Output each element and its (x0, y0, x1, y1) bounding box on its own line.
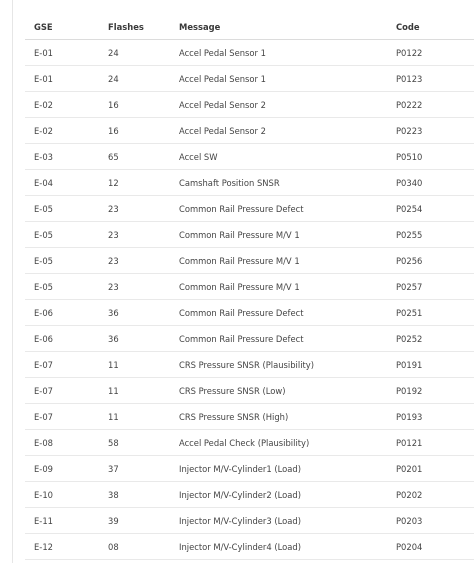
cell-message: Common Rail Pressure Defect (170, 300, 387, 326)
cell-gse: E-02 (25, 92, 99, 118)
cell-code: P0202 (387, 482, 474, 508)
cell-gse: E-04 (25, 170, 99, 196)
cell-message: Injector M/V-Cylinder1 (Load) (170, 456, 387, 482)
cell-gse: E-05 (25, 274, 99, 300)
cell-flashes: 24 (99, 66, 170, 92)
cell-message: Common Rail Pressure Defect (170, 326, 387, 352)
table-row (25, 456, 474, 482)
table-row (25, 144, 474, 170)
cell-flashes: 11 (99, 404, 170, 430)
cell-flashes: 58 (99, 430, 170, 456)
cell-flashes: 39 (99, 508, 170, 534)
cell-code: P0121 (387, 430, 474, 456)
cell-message: Injector M/V-Cylinder3 (Load) (170, 508, 387, 534)
cell-code: P0510 (387, 144, 474, 170)
cell-gse: E-07 (25, 404, 99, 430)
cell-gse: E-07 (25, 378, 99, 404)
cell-gse: E-09 (25, 456, 99, 482)
cell-message: Common Rail Pressure M/V 1 (170, 222, 387, 248)
table-row (25, 430, 474, 456)
cell-code: P0122 (387, 40, 474, 66)
cell-message: Accel Pedal Sensor 2 (170, 118, 387, 144)
cell-gse: E-10 (25, 482, 99, 508)
cell-gse: E-05 (25, 222, 99, 248)
cell-flashes: 36 (99, 300, 170, 326)
cell-code: P0257 (387, 274, 474, 300)
cell-message: CRS Pressure SNSR (Low) (170, 378, 387, 404)
cell-code: P0251 (387, 300, 474, 326)
cell-flashes: 24 (99, 40, 170, 66)
table-row (25, 222, 474, 248)
cell-code: P0191 (387, 352, 474, 378)
cell-flashes: 12 (99, 170, 170, 196)
cell-flashes: 23 (99, 196, 170, 222)
cell-gse: E-12 (25, 534, 99, 560)
cell-code: P0201 (387, 456, 474, 482)
table-row (25, 352, 474, 378)
cell-message: Common Rail Pressure Defect (170, 196, 387, 222)
cell-code: P0193 (387, 404, 474, 430)
header-flashes: Flashes (99, 14, 170, 40)
table-row (25, 248, 474, 274)
table-row (25, 118, 474, 144)
cell-flashes: 23 (99, 248, 170, 274)
table-row (25, 482, 474, 508)
cell-message: Camshaft Position SNSR (170, 170, 387, 196)
table-row (25, 274, 474, 300)
table-row (25, 66, 474, 92)
table-row (25, 326, 474, 352)
cell-code: P0256 (387, 248, 474, 274)
cell-gse: E-06 (25, 300, 99, 326)
cell-gse: E-01 (25, 66, 99, 92)
cell-message: CRS Pressure SNSR (High) (170, 404, 387, 430)
cell-code: P0203 (387, 508, 474, 534)
table-header (25, 14, 474, 40)
table-body (25, 40, 474, 560)
table-row (25, 404, 474, 430)
cell-flashes: 16 (99, 92, 170, 118)
cell-message: CRS Pressure SNSR (Plausibility) (170, 352, 387, 378)
cell-code: P0254 (387, 196, 474, 222)
cell-gse: E-08 (25, 430, 99, 456)
table-row (25, 534, 474, 560)
table-row (25, 92, 474, 118)
cell-gse: E-05 (25, 248, 99, 274)
cell-code: P0204 (387, 534, 474, 560)
cell-flashes: 08 (99, 534, 170, 560)
table-row (25, 196, 474, 222)
cell-gse: E-06 (25, 326, 99, 352)
cell-flashes: 11 (99, 352, 170, 378)
cell-message: Injector M/V-Cylinder2 (Load) (170, 482, 387, 508)
cell-code: P0222 (387, 92, 474, 118)
table-row (25, 378, 474, 404)
cell-code: P0340 (387, 170, 474, 196)
cell-gse: E-01 (25, 40, 99, 66)
cell-gse: E-03 (25, 144, 99, 170)
header-gse: GSE (25, 14, 99, 40)
table-row (25, 508, 474, 534)
left-border-line (12, 0, 13, 563)
cell-code: P0192 (387, 378, 474, 404)
header-message: Message (170, 14, 387, 40)
cell-message: Accel Pedal Sensor 1 (170, 66, 387, 92)
header-row (25, 14, 474, 40)
cell-flashes: 23 (99, 274, 170, 300)
cell-gse: E-05 (25, 196, 99, 222)
cell-message: Accel Pedal Sensor 1 (170, 40, 387, 66)
cell-flashes: 38 (99, 482, 170, 508)
cell-message: Accel Pedal Sensor 2 (170, 92, 387, 118)
cell-message: Accel SW (170, 144, 387, 170)
cell-code: P0223 (387, 118, 474, 144)
cell-code: P0255 (387, 222, 474, 248)
cell-flashes: 23 (99, 222, 170, 248)
cell-code: P0123 (387, 66, 474, 92)
header-code: Code (387, 14, 474, 40)
table-row (25, 170, 474, 196)
cell-message: Common Rail Pressure M/V 1 (170, 248, 387, 274)
cell-flashes: 65 (99, 144, 170, 170)
cell-flashes: 37 (99, 456, 170, 482)
cell-message: Injector M/V-Cylinder4 (Load) (170, 534, 387, 560)
cell-flashes: 36 (99, 326, 170, 352)
error-code-table (25, 14, 474, 560)
cell-message: Common Rail Pressure M/V 1 (170, 274, 387, 300)
cell-gse: E-07 (25, 352, 99, 378)
cell-code: P0252 (387, 326, 474, 352)
cell-flashes: 16 (99, 118, 170, 144)
cell-gse: E-11 (25, 508, 99, 534)
cell-message: Accel Pedal Check (Plausibility) (170, 430, 387, 456)
table-row (25, 300, 474, 326)
cell-gse: E-02 (25, 118, 99, 144)
cell-flashes: 11 (99, 378, 170, 404)
table-row (25, 40, 474, 66)
